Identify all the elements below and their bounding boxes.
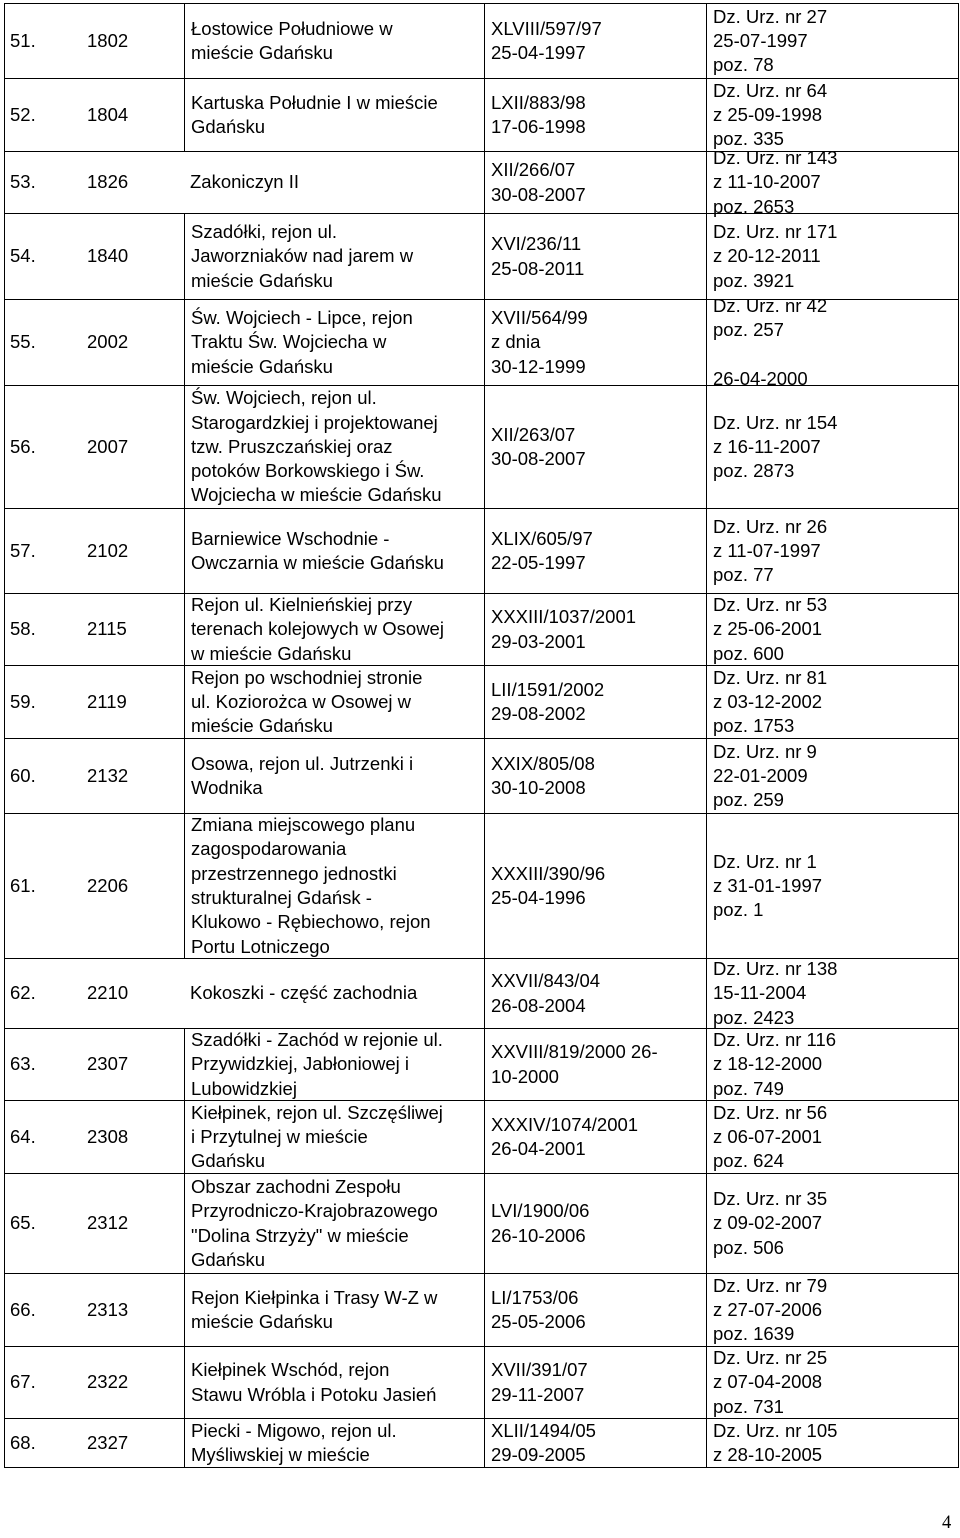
journal-cell xyxy=(706,4,958,78)
journal-cell-line: 22-01-2009 xyxy=(713,764,808,786)
table-row xyxy=(5,1419,958,1468)
resolution-cell-line: 30-10-2008 xyxy=(491,777,586,798)
plan-name-cell xyxy=(184,214,484,299)
journal-cell-line: poz. 624 xyxy=(713,1150,784,1172)
row-lp: 52. xyxy=(10,103,36,125)
row-lp: 54. xyxy=(10,245,36,267)
plan-number: 2313 xyxy=(87,1298,129,1320)
row-lp: 66. xyxy=(10,1298,36,1320)
plan-number: 2115 xyxy=(87,618,127,640)
plan-name-cell-line: Piecki - Migowo, rejon ul. xyxy=(191,1419,397,1441)
journal-cell-line: z 18-12-2000 xyxy=(713,1053,823,1075)
journal-cell-line xyxy=(713,343,958,367)
plan-name-cell-line: Lubowidzkiej xyxy=(191,1077,297,1099)
plan-name-cell-line: Jaworzniaków nad jarem w xyxy=(191,245,414,267)
row-number-cell xyxy=(5,666,177,738)
journal-cell xyxy=(706,1274,958,1346)
journal-cell xyxy=(706,1174,958,1273)
journal-cell-line: poz. 506 xyxy=(713,1236,784,1258)
plan-number: 2007 xyxy=(87,435,129,457)
plan-name-cell-line: Kiełpinek, rejon ul. Szczęśliwej xyxy=(191,1101,443,1123)
table-row xyxy=(5,294,958,389)
plan-name-cell xyxy=(184,1101,484,1173)
resolution-cell xyxy=(484,594,706,665)
journal-cell-line: Dz. Urz. nr 53 xyxy=(713,594,828,616)
row-number-cell xyxy=(5,300,177,385)
plan-name-cell-line: Gdańsku xyxy=(191,1248,266,1270)
table-row xyxy=(5,1029,958,1101)
row-lp: 63. xyxy=(10,1053,36,1075)
plan-name-cell xyxy=(184,1419,484,1467)
plan-name-cell-line: Rejon po wschodniej stronie xyxy=(191,666,423,688)
plan-name-cell-line: Traktu Św. Wojciecha w xyxy=(191,331,387,353)
plan-name-cell xyxy=(184,1274,484,1346)
plan-name-cell-line: potoków Borkowskiego i Św. xyxy=(191,460,425,482)
journal-cell xyxy=(706,1029,958,1100)
row-number-cell xyxy=(5,1419,177,1467)
journal-cell-line: Dz. Urz. nr 26 xyxy=(713,515,828,537)
resolution-cell-line: XXXIII/1037/2001 xyxy=(491,606,637,628)
plan-name-cell-line: Kiełpinek Wschód, rejon xyxy=(191,1359,390,1381)
row-number-cell xyxy=(5,386,177,508)
journal-cell xyxy=(706,959,958,1028)
plan-name-cell-line: "Dolina Strzyży" w mieście xyxy=(191,1224,409,1246)
resolution-cell-line: 29-08-2002 xyxy=(491,703,586,724)
journal-cell-line: Dz. Urz. nr 138 xyxy=(713,958,838,980)
resolution-cell-line: XXIX/805/08 xyxy=(491,752,595,774)
resolution-cell xyxy=(484,509,706,593)
resolution-cell xyxy=(484,739,706,813)
journal-cell-line: z 09-02-2007 xyxy=(713,1212,823,1234)
plan-name-cell-line: mieście Gdańsku xyxy=(191,42,333,63)
resolution-cell xyxy=(484,152,706,213)
resolution-cell xyxy=(484,386,706,508)
resolution-cell-line: 30-08-2007 xyxy=(491,183,586,205)
table-row xyxy=(5,147,958,217)
plan-name-cell-line: Obszar zachodni Zespołu xyxy=(191,1175,401,1197)
resolution-cell-line: LI/1753/06 xyxy=(491,1286,579,1308)
plan-number: 1840 xyxy=(87,245,129,267)
journal-cell xyxy=(706,509,958,593)
plan-name-cell-line: Rejon ul. Kielnieńskiej przy xyxy=(191,594,413,616)
row-number-cell xyxy=(5,1274,177,1346)
journal-cell xyxy=(706,386,958,508)
row-lp: 67. xyxy=(10,1371,36,1393)
plan-name-cell xyxy=(184,1174,484,1273)
resolution-cell-line: z dnia xyxy=(491,331,541,353)
plan-name-cell xyxy=(184,300,484,385)
row-number-cell xyxy=(5,1101,177,1173)
journal-cell-line: Dz. Urz. nr 116 xyxy=(713,1029,837,1051)
plan-name-cell xyxy=(184,739,484,813)
row-lp: 59. xyxy=(10,690,36,712)
resolution-cell-line: 29-11-2007 xyxy=(491,1383,585,1405)
journal-cell-line: Dz. Urz. nr 143 xyxy=(713,147,838,169)
resolution-cell xyxy=(484,1347,706,1418)
journal-cell-line: Dz. Urz. nr 1 xyxy=(713,850,817,872)
plan-number: 2102 xyxy=(87,539,129,561)
plan-name-cell xyxy=(184,594,484,665)
resolution-cell-line: 10-2000 xyxy=(491,1065,559,1087)
resolution-cell xyxy=(484,666,706,738)
plan-number: 2308 xyxy=(87,1125,129,1147)
plan-name-cell-line: Gdańsku xyxy=(191,116,266,137)
plan-number: 2132 xyxy=(87,764,129,786)
table-row xyxy=(5,79,958,152)
plan-name-cell-line: terenach kolejowych w Osowej xyxy=(191,618,444,640)
journal-cell xyxy=(706,1347,958,1418)
plan-name-cell-line: mieście Gdańsku xyxy=(191,355,333,377)
row-number-cell xyxy=(5,1174,177,1273)
plan-name-cell-line: Szadółki - Zachód w rejonie ul. xyxy=(191,1029,443,1051)
resolution-cell-line: 26-08-2004 xyxy=(491,994,586,1016)
plan-name-cell xyxy=(184,386,484,508)
plan-number: 2119 xyxy=(87,690,127,712)
plan-number: 2307 xyxy=(87,1053,129,1075)
journal-cell-line: z 25-09-1998 xyxy=(713,103,823,125)
resolution-cell-line: XLIX/605/97 xyxy=(491,527,593,549)
resolution-cell xyxy=(484,1101,706,1173)
plan-number: 2210 xyxy=(87,982,129,1004)
table-row xyxy=(5,666,958,739)
table-row xyxy=(5,4,958,79)
resolution-cell xyxy=(484,300,706,385)
journal-cell-line: poz. 731 xyxy=(713,1395,784,1417)
resolution-cell-line: 25-04-1997 xyxy=(491,42,586,63)
plan-name-cell-line: w mieście Gdańsku xyxy=(191,642,352,664)
plan-name-cell-line: przestrzennego jednostki xyxy=(191,862,397,884)
resolution-cell-line: LXII/883/98 xyxy=(491,91,586,113)
resolution-cell xyxy=(484,1274,706,1346)
resolution-cell xyxy=(484,814,706,958)
plan-name-cell-line: Wodnika xyxy=(191,777,263,798)
row-number-cell xyxy=(5,1347,177,1418)
table-row xyxy=(5,386,958,509)
plan-name-cell-line: Szadółki, rejon ul. xyxy=(191,221,338,243)
journal-cell-line: z 20-12-2011 xyxy=(713,245,821,267)
journal-cell-line: poz. 1639 xyxy=(713,1323,795,1345)
row-lp: 51. xyxy=(10,29,36,51)
journal-cell-line: Dz. Urz. nr 27 xyxy=(713,5,828,27)
row-number-cell xyxy=(5,739,177,813)
resolution-cell-line: XII/263/07 xyxy=(491,423,576,445)
plan-name-cell-line: Klukowo - Rębiechowo, rejon xyxy=(191,911,431,933)
table-row xyxy=(5,959,958,1029)
plan-name-cell xyxy=(184,666,484,738)
plan-number: 1826 xyxy=(87,171,129,193)
plan-name-cell-line: Kartuska Południe I w mieście xyxy=(191,91,438,113)
journal-cell-line: poz. 600 xyxy=(713,642,784,664)
resolution-cell-line: 26-10-2006 xyxy=(491,1224,586,1246)
plan-number: 1802 xyxy=(87,29,129,51)
row-number-cell xyxy=(5,152,177,213)
resolution-cell-line: 25-08-2011 xyxy=(491,257,585,279)
resolution-cell-line: XLII/1494/05 xyxy=(491,1419,596,1441)
resolution-cell-line: XLVIII/597/97 xyxy=(491,17,602,39)
row-number-cell xyxy=(5,214,177,299)
plan-name-cell-line: ul. Koziorożca w Osowej w xyxy=(191,690,412,712)
journal-cell-line: z 11-10-2007 xyxy=(713,171,821,193)
row-number-cell xyxy=(5,509,177,593)
journal-cell-line: poz. 78 xyxy=(713,54,774,76)
resolution-cell-line: XXXIII/390/96 xyxy=(491,862,606,884)
journal-cell-line: z 07-04-2008 xyxy=(713,1371,823,1393)
journal-cell-line: z 03-12-2002 xyxy=(713,690,823,712)
plan-name-cell-line: Starogardzkiej i projektowanej xyxy=(191,411,438,433)
plan-name-cell-line: Myśliwskiej w mieście xyxy=(191,1444,370,1465)
journal-cell-line: poz. 749 xyxy=(713,1077,784,1099)
resolution-cell-line: 22-05-1997 xyxy=(491,552,586,573)
resolution-cell-line: XVI/236/11 xyxy=(491,233,582,255)
table-row xyxy=(5,814,958,959)
plan-name-cell-line: Stawu Wróbla i Potoku Jasień xyxy=(191,1383,437,1405)
plan-name-cell-line: strukturalnej Gdańsk - xyxy=(191,887,372,908)
plan-number: 2206 xyxy=(87,874,129,896)
plan-name-cell xyxy=(184,152,484,213)
row-number-cell xyxy=(5,1029,177,1100)
resolution-cell xyxy=(484,4,706,78)
plan-name-cell-line: Gdańsku xyxy=(191,1150,266,1172)
table-row xyxy=(5,1347,958,1419)
journal-cell-line: Dz. Urz. nr 9 xyxy=(713,740,817,762)
resolution-cell xyxy=(484,79,706,151)
plan-number: 2327 xyxy=(87,1431,129,1453)
row-lp: 65. xyxy=(10,1212,36,1234)
plan-name-cell xyxy=(184,79,484,151)
table-row xyxy=(5,509,958,594)
table-row xyxy=(5,1101,958,1174)
plan-name-cell-line: Zakoniczyn II xyxy=(190,171,299,193)
page-number: 4 xyxy=(942,1513,952,1533)
journal-cell-line: poz. 3921 xyxy=(713,269,795,291)
resolution-cell-line: XII/266/07 xyxy=(491,159,576,181)
journal-cell-line: Dz. Urz. nr 79 xyxy=(713,1274,828,1296)
row-number-cell xyxy=(5,79,177,151)
journal-cell-line: z 31-01-1997 xyxy=(713,874,823,896)
resolution-cell-line: XVII/564/99 xyxy=(491,307,588,329)
journal-cell xyxy=(706,666,958,738)
plan-name-cell-line: Kokoszki - część zachodnia xyxy=(190,982,418,1004)
plan-name-cell-line: i Przytulnej w mieście xyxy=(191,1125,368,1147)
table-row xyxy=(5,739,958,814)
plan-name-cell xyxy=(184,509,484,593)
plan-name-cell-line: Przyrodniczo-Krajobrazowego xyxy=(191,1200,438,1222)
journal-cell-line: 25-07-1997 xyxy=(713,29,808,51)
resolution-cell-line: LII/1591/2002 xyxy=(491,678,605,700)
plan-name-cell-line: Łostowice Południowe w xyxy=(191,17,393,39)
plan-number: 2312 xyxy=(87,1212,129,1234)
plan-name-cell xyxy=(184,1029,484,1100)
table-row xyxy=(5,214,958,300)
resolution-cell xyxy=(484,1419,706,1467)
plan-name-cell-line: Św. Wojciech - Lipce, rejon xyxy=(191,307,413,329)
resolution-cell xyxy=(484,214,706,299)
journal-cell-line: Dz. Urz. nr 56 xyxy=(713,1101,828,1123)
resolution-cell-line: 17-06-1998 xyxy=(491,116,586,137)
journal-cell-line: z 06-07-2001 xyxy=(713,1125,823,1147)
journal-cell-line: Dz. Urz. nr 35 xyxy=(713,1188,828,1210)
journal-cell xyxy=(706,594,958,665)
resolution-cell-line: 30-12-1999 xyxy=(491,355,586,377)
row-lp: 53. xyxy=(10,171,36,193)
row-lp: 62. xyxy=(10,982,36,1004)
plan-name-cell-line: tzw. Pruszczańskiej oraz xyxy=(191,435,393,457)
plan-number: 2002 xyxy=(87,331,129,353)
plan-name-cell-line: Portu Lotniczego xyxy=(191,935,330,957)
plan-name-cell-line: mieście Gdańsku xyxy=(191,715,333,737)
journal-cell xyxy=(706,79,958,151)
plan-number: 1804 xyxy=(87,103,129,125)
journal-cell-line: poz. 77 xyxy=(713,564,774,586)
journal-cell-line: poz. 1 xyxy=(713,899,764,921)
journal-cell-line: Dz. Urz. nr 105 xyxy=(713,1419,838,1441)
row-number-cell xyxy=(5,594,177,665)
row-lp: 55. xyxy=(10,331,36,353)
journal-cell-line: poz. 2423 xyxy=(713,1006,795,1028)
journal-cell xyxy=(706,214,958,299)
row-lp: 68. xyxy=(10,1431,36,1453)
journal-cell xyxy=(706,147,958,217)
row-number-cell xyxy=(5,959,177,1028)
plan-name-cell-line: Rejon Kiełpinka i Trasy W-Z w xyxy=(191,1286,438,1308)
plan-name-cell-line: Owczarnia w mieście Gdańsku xyxy=(191,552,444,573)
resolution-cell-line: XXVII/843/04 xyxy=(491,970,601,992)
journal-cell xyxy=(706,1419,958,1467)
journal-cell xyxy=(706,814,958,958)
journal-cell xyxy=(706,739,958,813)
resolution-cell-line: 29-09-2005 xyxy=(491,1444,586,1465)
row-number-cell xyxy=(5,814,177,958)
resolution-cell xyxy=(484,959,706,1028)
row-number-cell xyxy=(5,4,177,78)
journal-cell xyxy=(706,1101,958,1173)
table-row xyxy=(5,594,958,666)
journal-cell-line: z 27-07-2006 xyxy=(713,1298,823,1320)
resolution-cell-line: XXXIV/1074/2001 xyxy=(491,1113,639,1135)
journal-cell-line: Dz. Urz. nr 64 xyxy=(713,79,828,101)
row-lp: 56. xyxy=(10,435,36,457)
plan-number: 2322 xyxy=(87,1371,129,1393)
plan-name-cell-line: Wojciecha w mieście Gdańsku xyxy=(191,484,442,506)
journal-cell-line: Dz. Urz. nr 42 xyxy=(713,294,828,316)
journal-cell-line: poz. 257 xyxy=(713,319,784,341)
row-lp: 57. xyxy=(10,539,36,561)
resolution-cell xyxy=(484,1174,706,1273)
resolution-cell-line: XVII/391/07 xyxy=(491,1359,588,1381)
plan-name-cell-line: mieście Gdańsku xyxy=(191,1311,333,1332)
plan-name-cell-line: Zmiana miejscowego planu xyxy=(191,814,416,836)
journal-cell-line: z 11-07-1997 xyxy=(713,539,821,561)
resolution-cell-line: 25-05-2006 xyxy=(491,1311,586,1332)
journal-cell-line: Dz. Urz. nr 171 xyxy=(713,221,838,243)
journal-cell-line: z 25-06-2001 xyxy=(713,618,823,640)
journal-cell-line: poz. 259 xyxy=(713,789,784,811)
plan-name-cell-line: Barniewice Wschodnie - xyxy=(191,527,390,549)
table-row xyxy=(5,1274,958,1347)
plan-name-cell-line: mieście Gdańsku xyxy=(191,269,333,291)
resolution-cell-line: LVI/1900/06 xyxy=(491,1200,590,1222)
plan-name-cell-line: Osowa, rejon ul. Jutrzenki i xyxy=(191,752,414,774)
journal-cell xyxy=(706,294,958,389)
resolution-cell-line: XXVIII/819/2000 26- xyxy=(491,1041,658,1063)
journal-cell-line: poz. 2873 xyxy=(713,460,795,482)
plan-name-cell xyxy=(184,1347,484,1418)
row-lp: 58. xyxy=(10,618,36,640)
journal-cell-line: z 28-10-2005 xyxy=(713,1444,823,1465)
plan-name-cell-line: zagospodarowania xyxy=(191,838,347,860)
plan-name-cell xyxy=(184,959,484,1028)
journal-cell-line: Dz. Urz. nr 154 xyxy=(713,411,838,433)
resolution-cell-line: 29-03-2001 xyxy=(491,630,586,652)
table-row xyxy=(5,1174,958,1274)
row-lp: 60. xyxy=(10,764,36,786)
journal-cell-line: poz. 2653 xyxy=(713,195,795,217)
plan-name-cell-line: Przywidzkiej, Jabłoniowej i xyxy=(191,1053,409,1075)
resolution-cell-line: 25-04-1996 xyxy=(491,887,586,908)
plan-name-cell xyxy=(184,814,484,958)
resolution-cell-line: 30-08-2007 xyxy=(491,448,586,469)
journal-cell-line: 26-04-2000 xyxy=(713,367,808,389)
resolution-cell-line: 26-04-2001 xyxy=(491,1138,586,1159)
journal-cell-line: Dz. Urz. nr 81 xyxy=(713,666,828,688)
journal-cell-line: z 16-11-2007 xyxy=(713,435,821,457)
journal-cell-line: poz. 1753 xyxy=(713,715,795,737)
journal-cell-line: 15-11-2004 xyxy=(713,982,807,1004)
plan-name-cell xyxy=(184,4,484,78)
row-lp: 61. xyxy=(10,874,36,896)
journal-cell-line: poz. 335 xyxy=(713,128,784,150)
journal-cell-line: Dz. Urz. nr 25 xyxy=(713,1347,828,1369)
row-lp: 64. xyxy=(10,1125,36,1147)
plans-table xyxy=(4,3,959,1468)
plan-name-cell-line: Św. Wojciech, rejon ul. xyxy=(191,387,377,409)
resolution-cell xyxy=(484,1029,706,1100)
